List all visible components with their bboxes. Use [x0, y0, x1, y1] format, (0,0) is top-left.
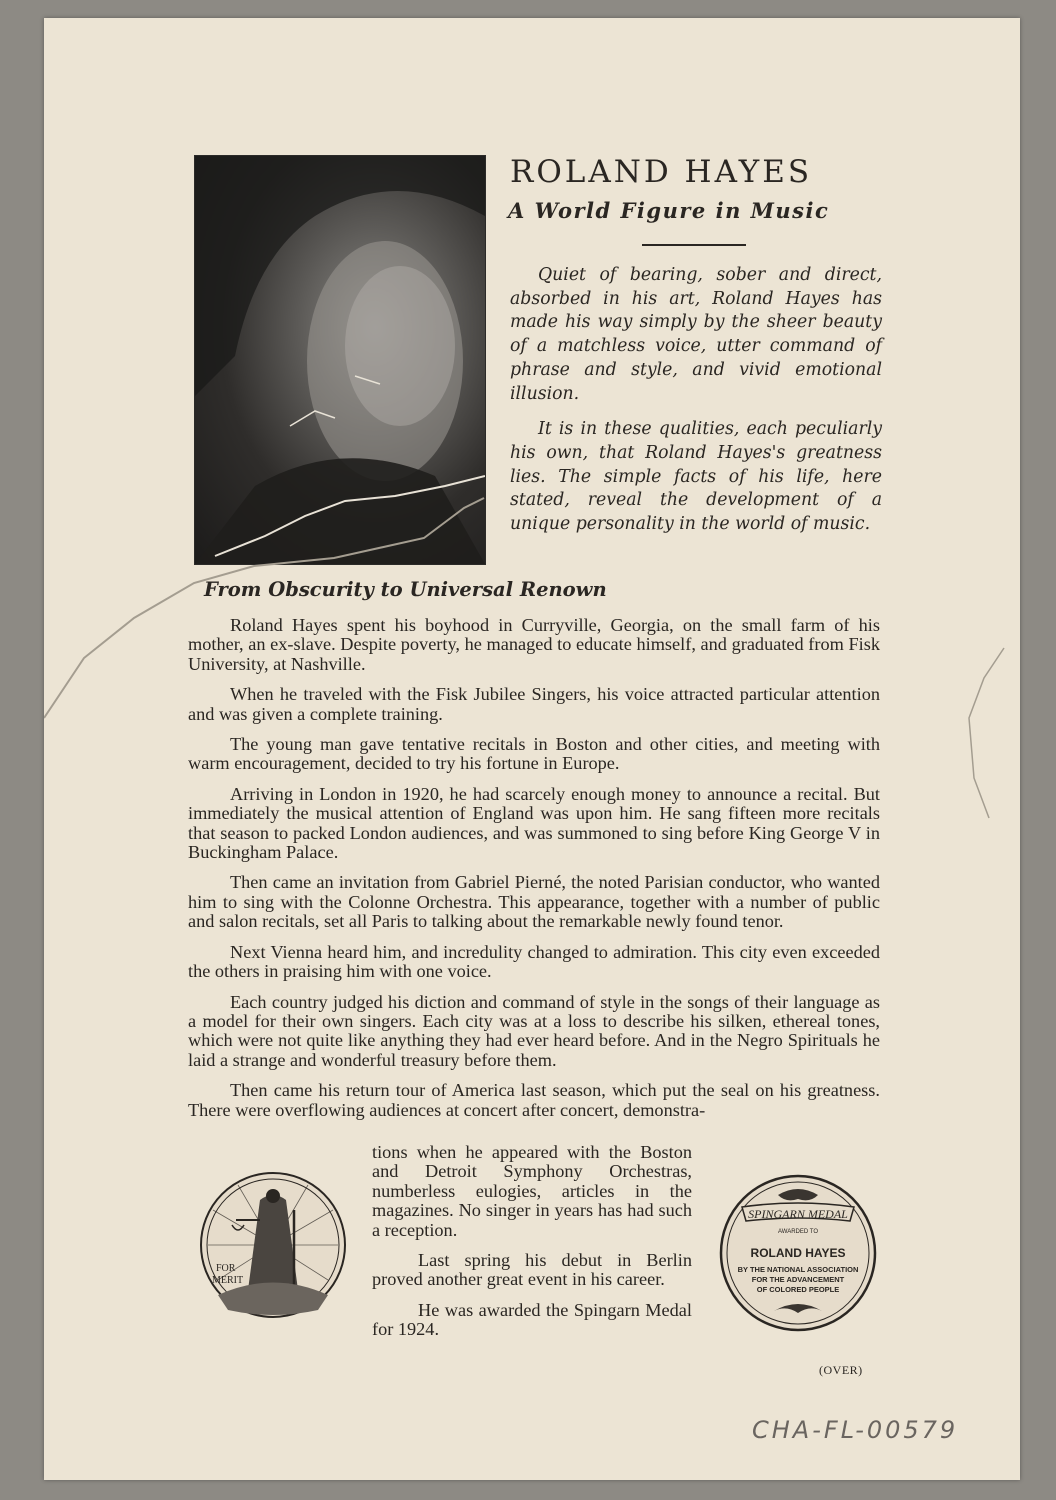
section-heading: From Obscurity to Universal Renown	[204, 578, 607, 601]
medal-line-1: BY THE NATIONAL ASSOCIATION	[737, 1265, 859, 1274]
medal-awarded-text: AWARDED TO	[777, 1229, 819, 1235]
catalog-number: CHA-FL-00579	[752, 1416, 959, 1444]
intro-paragraph-1: Quiet of bearing, sober and direct, absorbed in his art, Roland Hayes has made his way simply by the sheer beauty of a matchless voice, utter command of phrase and style, and vivid emotional illusion.	[510, 265, 882, 404]
body-paragraph: The young man gave tentative recitals in Boston and other cities, and meeting with warm encouragement, decided to try his fortune in Europe.	[188, 734, 880, 774]
over-label: (OVER)	[819, 1363, 863, 1377]
body-paragraph: tions when he appeared with the Boston and Detroit Symphony Orchestras, numberless eulogies, articles in the magazines. No singer in years has had such a reception.	[372, 1142, 692, 1240]
body-paragraph: Next Vienna heard him, and incredulity changed to admiration. This city even exceeded the others in praising him with one voice.	[188, 941, 880, 982]
page-subtitle: A World Figure in Music	[508, 198, 830, 223]
body-paragraph: Roland Hayes spent his boyhood in Curryville, Georgia, on the small farm of his mother, an ex-slave. Despite poverty, he managed to educate himself, and graduated from Fisk University, at Nashville.	[188, 615, 880, 674]
medal-text-for: FOR	[216, 1263, 236, 1274]
medal-text-merit: MERIT	[212, 1275, 244, 1286]
body-paragraph: Then came an invitation from Gabriel Pierné, the noted Parisian conductor, who wanted him to sing with the Colonne Orchestra. This appearance, together with a number of public and salon recitals, set all Paris to talking about the remarkable newly found tenor.	[188, 872, 880, 932]
medal-line-2: FOR THE ADVANCEMENT	[751, 1275, 845, 1284]
body-paragraph: Last spring his debut in Berlin proved another great event in his career.	[372, 1250, 692, 1290]
paper-tear	[44, 18, 1020, 1480]
body-paragraph: Arriving in London in 1920, he had scarcely enough money to announce a recital. But immediately the musical attention of England was upon him. He sang fifteen more recitals that season to packed London audiences, and was summoned to sing before King George V in Buckingham Palace.	[188, 783, 880, 863]
intro-paragraph-2: It is in these qualities, each peculiarly his own, that Roland Hayes's greatness lies. The simple facts of his life, here stated, reveal the development of a unique personality in the world of music.	[510, 419, 882, 535]
body-paragraph: Each country judged his diction and command of style in the songs of their language as a model for their own singers. Each city was at a loss to describe his silken, ethereal tones, which were not quite like anything they had ever heard before. And in the Negro Spirituals he laid a strange and wonderful treasury before them.	[188, 991, 880, 1070]
medal-banner-text: SPINGARN MEDAL	[748, 1207, 848, 1221]
page-title: ROLAND HAYES	[510, 154, 813, 190]
medal-name-text: ROLAND HAYES	[750, 1246, 846, 1260]
medal-line-3: OF COLORED PEOPLE	[756, 1285, 840, 1294]
body-paragraph: He was awarded the Spingarn Medal for 1924.	[372, 1299, 692, 1340]
document-sheet	[44, 18, 1020, 1480]
body-paragraph: Then came his return tour of America last season, which put the seal on his greatness. There were overflowing audiences at concert after concert, demonstra-	[188, 1080, 880, 1120]
body-paragraph: When he traveled with the Fisk Jubilee Singers, his voice attracted particular attention and was given a complete training.	[188, 684, 880, 724]
